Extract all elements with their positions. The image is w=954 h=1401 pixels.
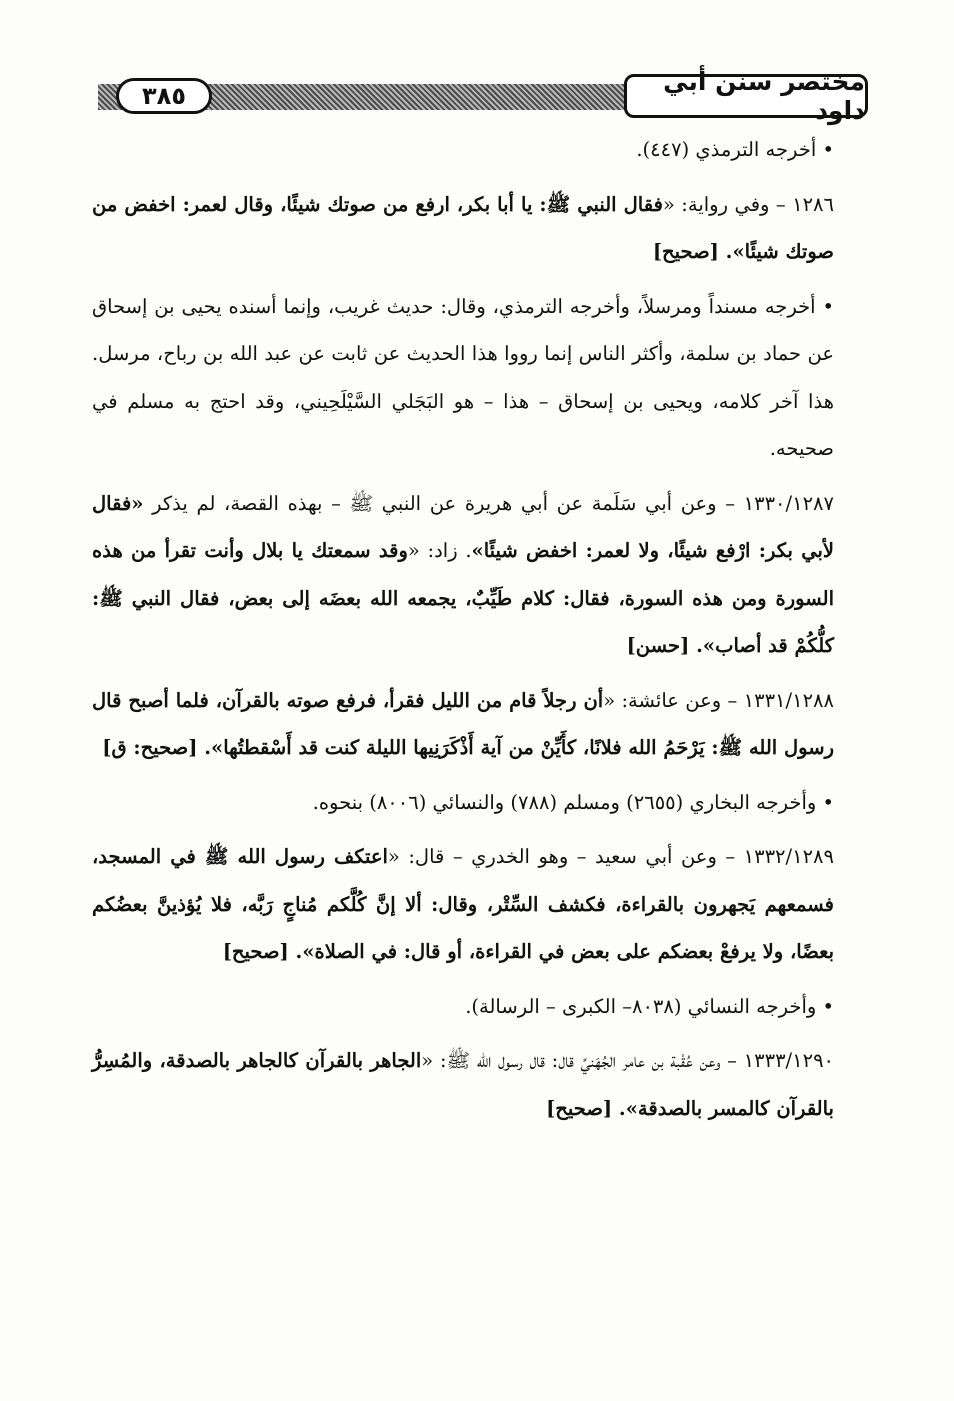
text-run: ١٣٣٠/١٢٨٧ – وعن أبي سَلَمة عن أبي هريرة عن النبي ﷺ – بهذه القصة، لم يذكر [143, 491, 834, 515]
hadith-text: «فقال لأبي بكر: ارْفع شيئًا، ولا لعمر: اخفض شيئًا» [92, 491, 835, 562]
hadith-text: أن رجلاً قام من الليل فقرأ، فرفع صوته بالقرآن، فلما أصبح قال رسول الله ﷺ: يَرْحَمُ الله فلانًا، كأَيِّنْ من آية أَذْكَرَنِيها الليلة كنت قد أَسْقطتُها». [صحيح: ق] [92, 688, 834, 759]
paragraph-4-hadith-1287 [92, 480, 868, 670]
paragraph-8-bullet [92, 983, 868, 1031]
hadith-text: وقد سمعتك يا بلال وأنت تقرأ من هذه السورة ومن هذه السورة، فقال: كلام طَيِّبٌ، يجمعه الله بعضَه إلى بعض، فقال النبي ﷺ: كلُّكُمْ قد أصاب». [حسن] [92, 539, 834, 657]
text-run: • وأخرجه النسائي (٨٠٣٨– الكبرى – الرسالة). [465, 994, 834, 1018]
text-run: ١٣٣٣/١٢٩٠ – وعن عُقْبة بن عامر الجُهَنيِّ قال: قال رسول الله ﷺ: « [421, 1049, 835, 1072]
paragraph-7-hadith-1289 [92, 833, 868, 976]
hadith-text: الجاهر بالقرآن كالجاهر بالصدقة، والمُسِرُّ بالقرآن كالمسر بالصدقة». [صحيح] [92, 1049, 834, 1120]
text-run: ١٣٣٢/١٢٨٩ – وعن أبي سعيد – وهو الخدري – قال: « [387, 845, 834, 868]
page-number: ٣٨٥ [116, 78, 212, 114]
hadith-text: اعتكف رسول الله ﷺ في المسجد، فسمعهم يَجهرون بالقراءة، فكشف السِّتْر، وقال: ألا إنَّ كُلَّكم مُناجٍ رَبَّه، فلا يُؤذينَّ بعضُكم بعضًا، ولا يرفعْ بعضكم على بعض في القراءة، أو قال: في الصلاة». [صحيح] [92, 845, 834, 963]
paragraph-1-bullet [92, 126, 868, 174]
text-run: . زاد: « [407, 539, 472, 562]
paragraph-2-hadith-1286 [92, 181, 868, 276]
paragraph-3-bullet [92, 283, 868, 473]
hadith-text: فقال النبي ﷺ: يا أبا بكر، ارفع من صوتك شيئًا، وقال لعمر: اخفض من صوتك شيئًا». [صحيح] [92, 192, 834, 263]
text-run: ١٢٨٦ – وفي رواية: « [662, 192, 834, 216]
paragraph-6-bullet [92, 779, 868, 827]
page-body [92, 126, 868, 1132]
book-title: مختصر سنن أبي داود [624, 74, 868, 118]
text-run: • وأخرجه البخاري (٢٦٥٥) ومسلم (٧٨٨) والنسائي (٨٠٠٦) بنحوه. [312, 790, 834, 814]
text-run: ١٣٣١/١٢٨٨ – وعن عائشة: « [603, 688, 834, 712]
page-header [98, 67, 868, 125]
text-run: • أخرجه مسنداً ومرسلاً، وأخرجه الترمذي، وقال: حديث غريب، وإنما أسنده يحيى بن إسحاق عن حماد بن سلمة، وأكثر الناس إنما رووا هذا الحديث عن ثابت عن عبد الله بن رباح، مرسل. هذا آخر كلامه، ويحيى بن إسحاق – هذا – هو البَجَلي السَّيْلَحِيني، وقد احتج به مسلم في صحيحه. [92, 294, 834, 460]
paragraph-9-hadith-1290 [92, 1037, 868, 1132]
paragraph-5-hadith-1288 [92, 677, 868, 772]
text-run: • أخرجه الترمذي (٤٤٧). [636, 138, 834, 161]
